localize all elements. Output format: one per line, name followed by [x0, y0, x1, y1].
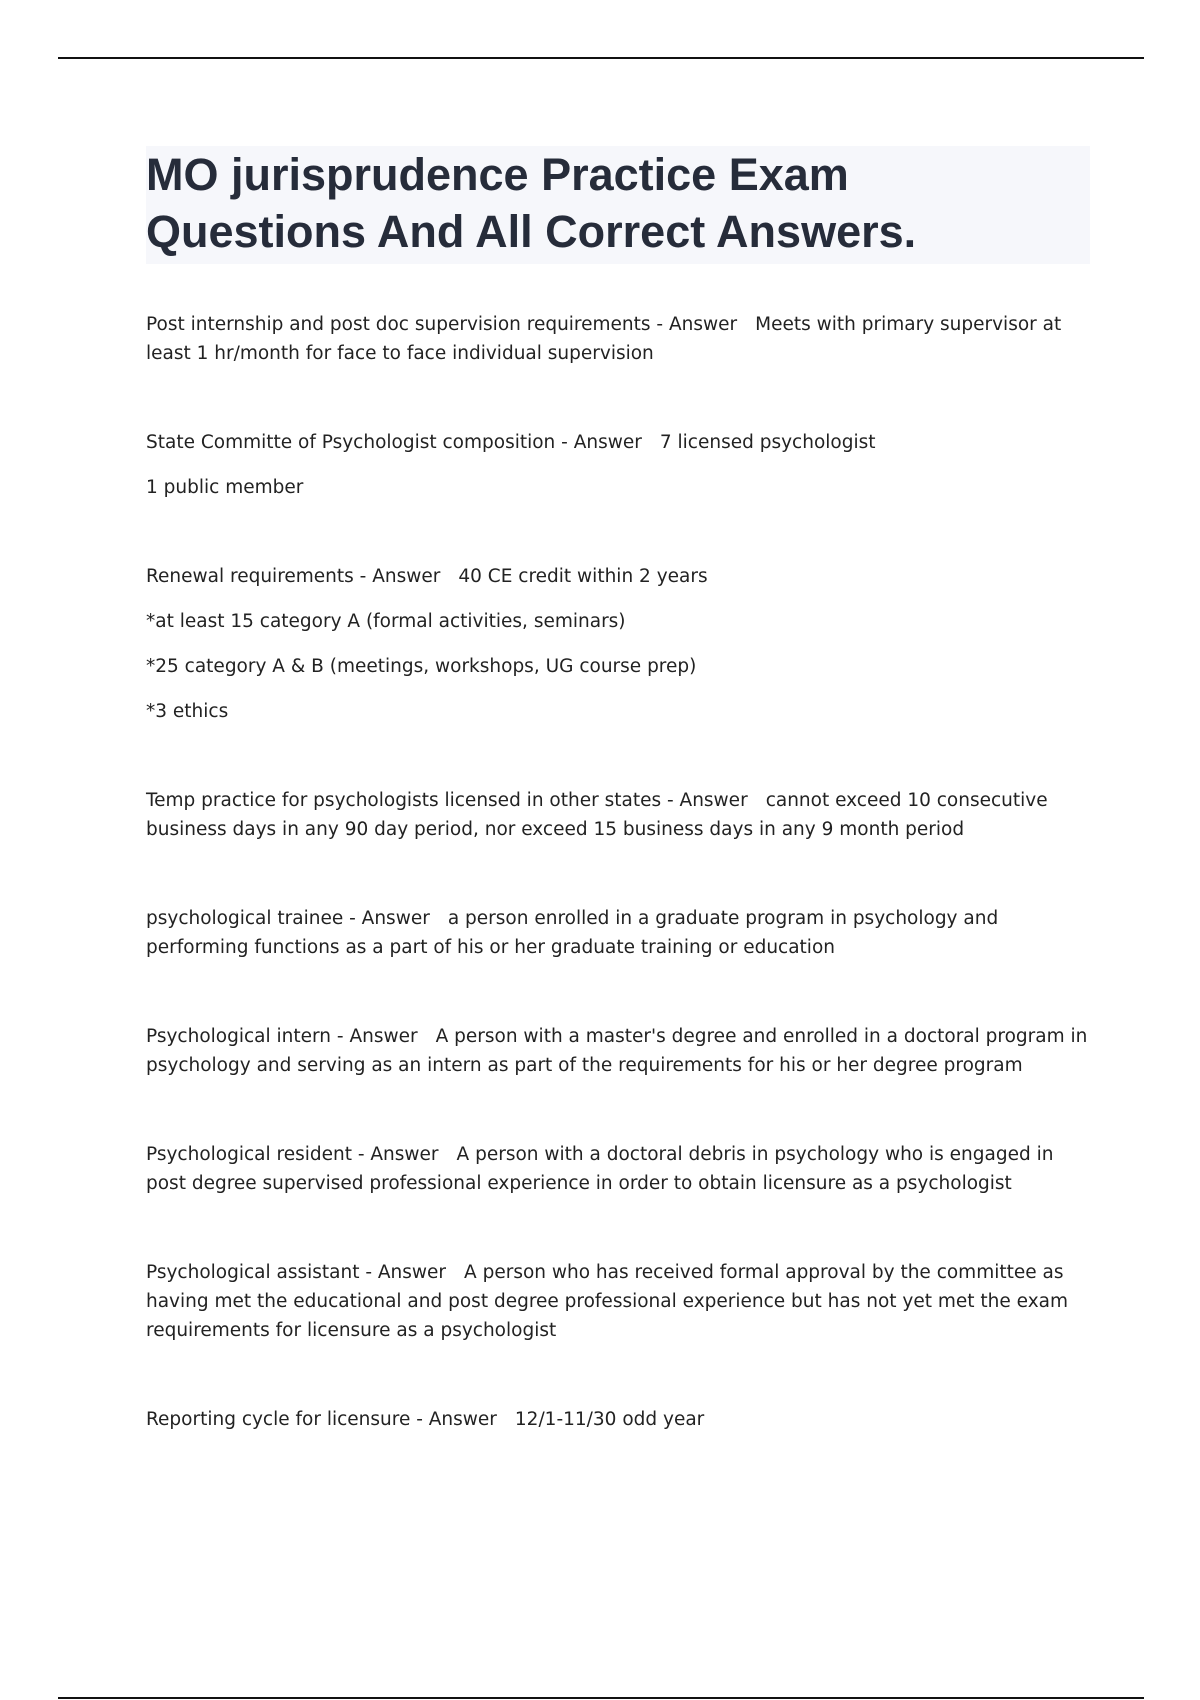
- qa-answer-line: *25 category A & B (meetings, workshops, UG course prep): [146, 656, 697, 677]
- bottom-rule: [58, 1697, 1144, 1699]
- qa-answer: 7 licensed psychologist: [659, 432, 876, 453]
- qa-question: Renewal requirements - Answer: [146, 566, 441, 587]
- document-title: [146, 146, 1086, 260]
- qa-item: [146, 310, 1090, 368]
- qa-answer: Meets with primary supervisor at least 1 hr/month for face to face individual supervision: [146, 314, 1062, 364]
- qa-first-line: [146, 904, 1090, 962]
- top-rule: [58, 57, 1144, 59]
- qa-item: [146, 428, 1090, 502]
- qa-list: [146, 310, 1090, 1434]
- qa-first-line: [146, 1258, 1090, 1345]
- qa-answer-line: 1 public member: [146, 477, 304, 498]
- qa-item: [146, 1022, 1090, 1080]
- title-line-1: MO jurisprudence Practice Exam: [146, 149, 849, 200]
- qa-item: [146, 1258, 1090, 1345]
- qa-question: Temp practice for psychologists licensed in other states - Answer: [146, 790, 748, 811]
- qa-item: [146, 786, 1090, 844]
- qa-first-line: [146, 1405, 1090, 1434]
- qa-answer-line: *3 ethics: [146, 701, 229, 722]
- qa-answer: a person enrolled in a graduate program in psychology and performing functions as a part of his or her graduate training or education: [146, 908, 999, 958]
- qa-item: [146, 1405, 1090, 1434]
- qa-item: [146, 1140, 1090, 1198]
- qa-answer-line: *at least 15 category A (formal activities, seminars): [146, 611, 626, 632]
- qa-first-line: [146, 1022, 1090, 1080]
- qa-question: Psychological assistant - Answer: [146, 1262, 447, 1283]
- qa-question: Post internship and post doc supervision requirements - Answer: [146, 314, 738, 335]
- qa-question: Psychological resident - Answer: [146, 1144, 439, 1165]
- qa-item: [146, 562, 1090, 726]
- qa-question: Psychological intern - Answer: [146, 1026, 418, 1047]
- title-block: [146, 146, 1090, 264]
- qa-first-line: [146, 310, 1090, 368]
- qa-answer: A person who has received formal approval by the committee as having met the educational and post degree professional experience but has not yet met the exam requirements for licensure as a psychologist: [146, 1262, 1069, 1341]
- qa-first-line: [146, 562, 1090, 591]
- qa-answer: A person with a doctoral debris in psychology who is engaged in post degree supervised professional experience in order to obtain licensure as a psychologist: [146, 1144, 1054, 1194]
- qa-first-line: [146, 428, 1090, 457]
- document-body: [146, 146, 1090, 1494]
- qa-question: Reporting cycle for licensure - Answer: [146, 1409, 497, 1430]
- qa-answer: A person with a master's degree and enrolled in a doctoral program in psychology and serving as an intern as part of the requirements for his or her degree program: [146, 1026, 1088, 1076]
- qa-question: psychological trainee - Answer: [146, 908, 430, 929]
- title-line-2: Questions And All Correct Answers.: [146, 206, 917, 257]
- qa-answer: cannot exceed 10 consecutive business days in any 90 day period, nor exceed 15 business days in any 9 month period: [146, 790, 1048, 840]
- qa-question: State Committe of Psychologist composition - Answer: [146, 432, 642, 453]
- qa-answer: 40 CE credit within 2 years: [458, 566, 708, 587]
- qa-first-line: [146, 1140, 1090, 1198]
- qa-item: [146, 904, 1090, 962]
- qa-answer: 12/1-11/30 odd year: [514, 1409, 705, 1430]
- qa-first-line: [146, 786, 1090, 844]
